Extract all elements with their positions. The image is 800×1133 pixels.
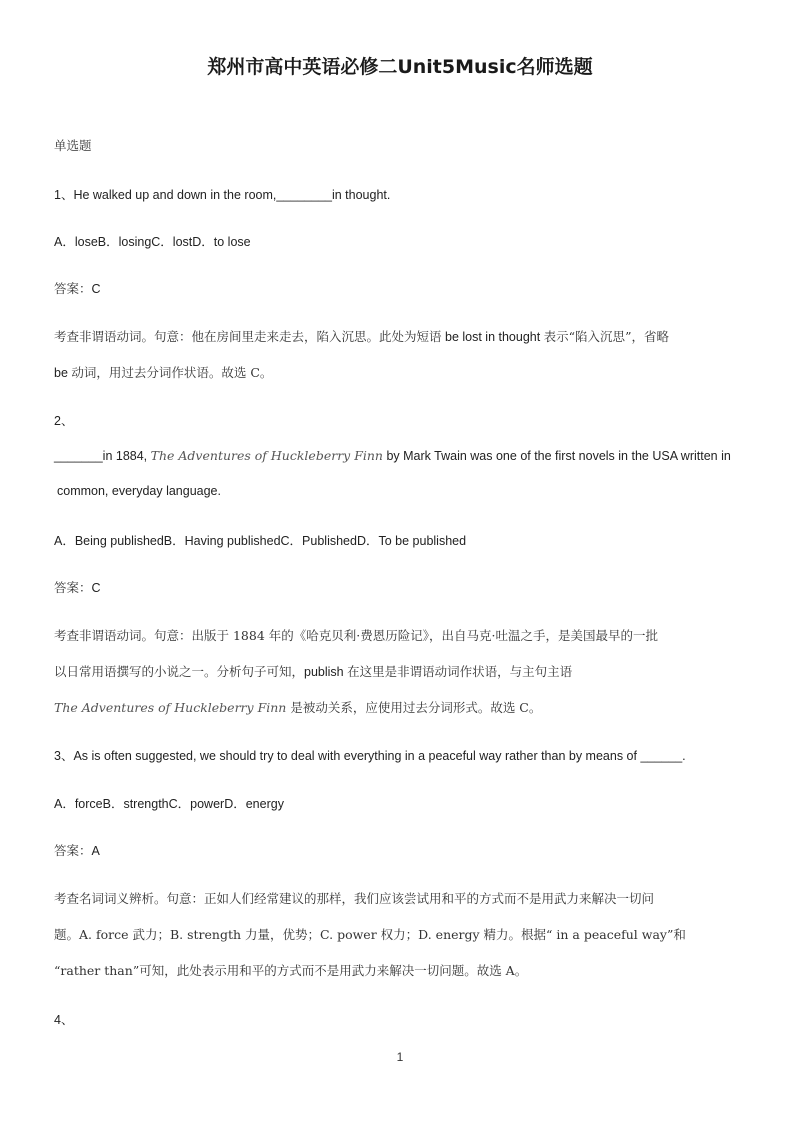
question-3-explanation-line-2: 题。A. force 武力；B. strength 力量，优势；C. power 权力；D. energy 精力。根据“ in a peaceful way”和 bbox=[54, 927, 686, 942]
answer-value: A bbox=[91, 844, 100, 858]
question-2-options: A．Being publishedB．Having publishedC．PublishedD．To be published bbox=[54, 534, 467, 548]
question-1-explanation-line-1: 考查非谓语动词。句意：他在房间里走来走去，陷入沉思。此处为短语 be lost in thought 表示“陷入沉思”，省略 bbox=[54, 329, 669, 344]
answer-label: 答案： bbox=[54, 281, 92, 296]
question-1-explanation-line-2: be 动词，用过去分词作状语。故选 C。 bbox=[54, 365, 273, 380]
page-number: 1 bbox=[396, 1050, 404, 1064]
question-2-number: 2、 bbox=[54, 414, 74, 428]
page-title: 郑州市高中英语必修二Unit5Music名师选题 bbox=[207, 56, 593, 78]
question-3-options: A．forceB．strengthC．powerD．energy bbox=[54, 797, 284, 811]
question-1-answer bbox=[54, 279, 101, 297]
book-title: The Adventures of Huckleberry Finn bbox=[54, 700, 287, 715]
question-2-explanation-line-3: The Adventures of Huckleberry Finn 是被动关系，应使用过去分词形式。故选 C。 bbox=[54, 700, 542, 715]
question-3-answer bbox=[54, 841, 100, 859]
book-title: The Adventures of Huckleberry Finn bbox=[150, 448, 383, 463]
question-3-number: 3、 bbox=[54, 749, 74, 763]
question-1-options: A．loseB．losingC．lostD．to lose bbox=[54, 235, 251, 249]
question-2-explanation-line-2: 以日常用语撰写的小说之一。分析句子可知，publish 在这里是非谓语动词作状语，与主句主语 bbox=[54, 664, 573, 679]
question-1-number: 1、 bbox=[54, 188, 74, 202]
answer-value: C bbox=[91, 282, 101, 296]
question-2-explanation-line-1: 考查非谓语动词。句意：出版于 1884 年的《哈克贝利·费恩历险记》，出自马克·吐温之手，是美国最早的一批 bbox=[54, 628, 658, 643]
question-3-explanation-line-3: “rather than”可知，此处表示用和平的方式而不是用武力来解决一切问题。故选 A。 bbox=[54, 963, 528, 978]
question-3-text: As is often suggested, we should try to deal with everything in a peaceful way rather than by means of ______. bbox=[73, 749, 686, 763]
question-1-text: He walked up and down in the room,________in thought. bbox=[73, 188, 391, 202]
question-3-explanation-line-1: 考查名词词义辨析。句意：正如人们经常建议的那样，我们应该尝试用和平的方式而不是用武力来解决一切问 bbox=[54, 891, 655, 906]
question-2-blank: _______ bbox=[54, 449, 103, 463]
answer-label: 答案： bbox=[54, 580, 92, 595]
question-2-stem-line-1: _______in 1884, The Adventures of Huckleberry Finn by Mark Twain was one of the first novels in the USA written in bbox=[54, 448, 731, 463]
question-2-answer bbox=[54, 578, 101, 596]
section-label: 单选题 bbox=[54, 138, 92, 153]
question-2-stem-line-2: common, everyday language. bbox=[57, 484, 221, 498]
question-3-stem bbox=[54, 746, 686, 764]
answer-label: 答案： bbox=[54, 843, 92, 858]
answer-value: C bbox=[91, 581, 101, 595]
question-4-number: 4、 bbox=[54, 1013, 74, 1027]
question-1-stem bbox=[54, 185, 390, 203]
